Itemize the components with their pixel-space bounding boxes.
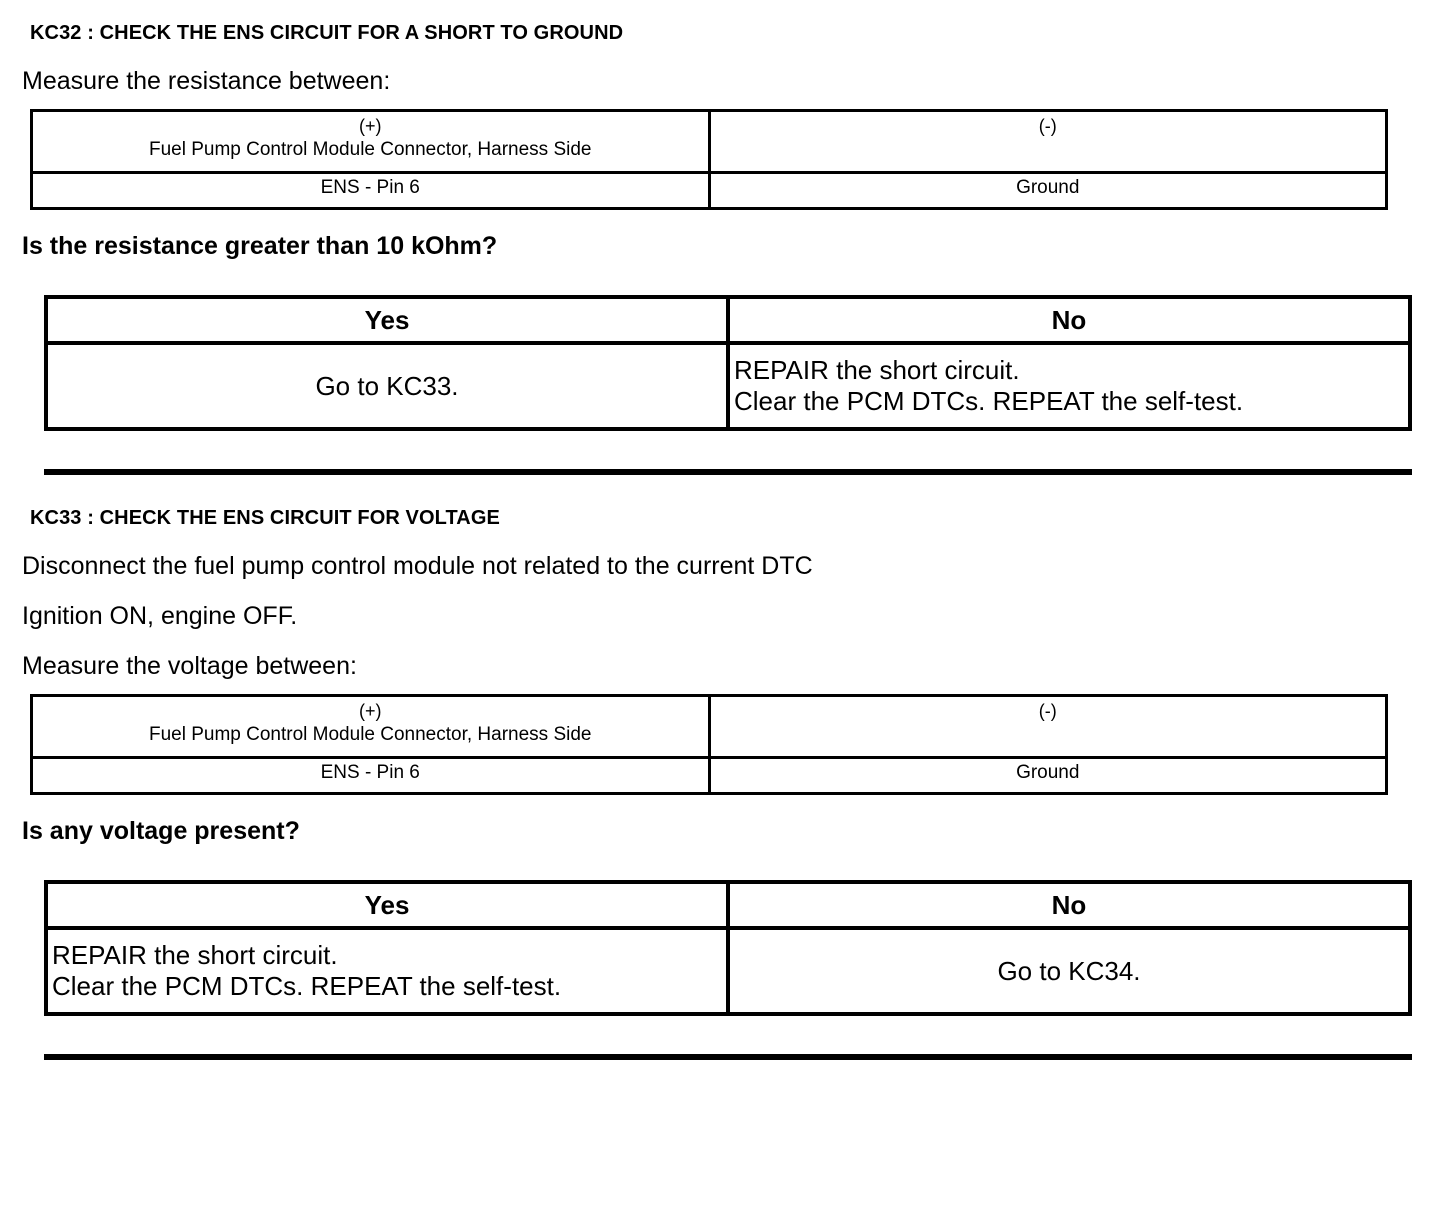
no-header-cell: No (728, 882, 1410, 928)
measurement-value-row (32, 758, 1387, 794)
decision-header-row (46, 297, 1410, 343)
yes-header-cell: Yes (46, 297, 728, 343)
no-action-line: Go to KC34. (997, 955, 1141, 986)
question-text-kc33: Is any voltage present? (22, 817, 300, 845)
decision-table-kc33 (44, 880, 1412, 1016)
instruction-line-kc32-1: Measure the resistance between: (22, 67, 391, 95)
decision-body-row (46, 928, 1410, 1014)
measurement-table-kc32 (30, 109, 1388, 210)
negative-pin-value: Ground (709, 173, 1387, 209)
positive-sign-label: (+) (359, 116, 382, 136)
instruction-line-kc33-2: Ignition ON, engine OFF. (22, 602, 298, 630)
decision-body-row (46, 343, 1410, 429)
positive-header-cell (32, 111, 710, 173)
negative-sign-label: (-) (1038, 701, 1057, 721)
instruction-line-kc33-1: Disconnect the fuel pump control module not related to the current DTC (22, 552, 813, 580)
negative-header-cell (709, 696, 1387, 758)
no-action-line-1: REPAIR the short circuit. (734, 355, 1020, 386)
no-header-cell: No (728, 297, 1410, 343)
section-spacer (22, 475, 1396, 503)
section-divider-2 (44, 1054, 1412, 1060)
step-heading-kc32: KC32 : CHECK THE ENS CIRCUIT FOR A SHORT TO GROUND (30, 22, 624, 44)
positive-sign-label: (+) (359, 701, 382, 721)
decision-header-row (46, 882, 1410, 928)
yes-action-cell (46, 343, 728, 429)
instruction-line-kc33-3: Measure the voltage between: (22, 652, 357, 680)
yes-action-cell (46, 928, 728, 1014)
yes-action-line-1: REPAIR the short circuit. (52, 940, 338, 971)
positive-connector-label: Fuel Pump Control Module Connector, Harness Side (148, 723, 592, 745)
step-heading-kc33: KC33 : CHECK THE ENS CIRCUIT FOR VOLTAGE (30, 507, 500, 529)
positive-connector-label: Fuel Pump Control Module Connector, Harness Side (148, 138, 592, 160)
positive-pin-value: ENS - Pin 6 (32, 173, 710, 209)
decision-table-kc32 (44, 295, 1412, 431)
section-kc32 (22, 22, 1396, 475)
no-action-line-2: Clear the PCM DTCs. REPEAT the self-test. (734, 386, 1244, 416)
negative-pin-value: Ground (709, 758, 1387, 794)
positive-pin-value: ENS - Pin 6 (32, 758, 710, 794)
measurement-header-row (32, 696, 1387, 758)
measurement-value-row (32, 173, 1387, 209)
section-kc33 (22, 507, 1396, 1060)
question-text-kc32: Is the resistance greater than 10 kOhm? (22, 232, 498, 260)
yes-action-line-2: Clear the PCM DTCs. REPEAT the self-test. (52, 971, 562, 1001)
negative-sign-label: (-) (1038, 116, 1057, 136)
no-action-cell (728, 343, 1410, 429)
measurement-header-row (32, 111, 1387, 173)
yes-action-line: Go to KC33. (315, 370, 459, 401)
no-action-cell (728, 928, 1410, 1014)
yes-header-cell: Yes (46, 882, 728, 928)
negative-header-cell (709, 111, 1387, 173)
positive-header-cell (32, 696, 710, 758)
measurement-table-kc33 (30, 694, 1388, 795)
